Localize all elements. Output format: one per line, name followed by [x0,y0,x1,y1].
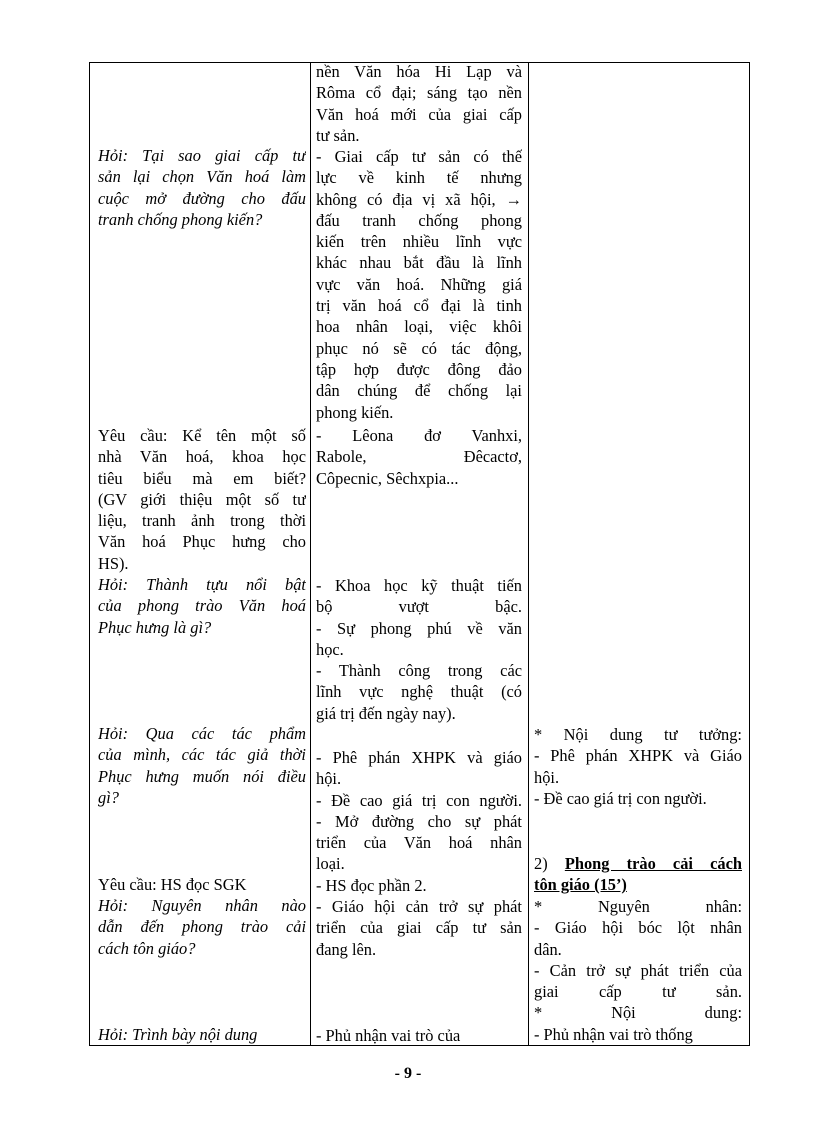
text-line: - Phê phán XHPK và giáo [316,748,522,767]
text-line: khác nhau bắt đầu là lĩnh [316,253,522,273]
text-line: loại. [316,854,345,874]
text-line: - Lêona đơ Vanhxi, [316,426,522,445]
text-line: Hỏi: Tại sao giai cấp tư [98,146,306,165]
column-divider-2 [528,63,529,1045]
answer-authors-message [316,747,522,875]
text-line: * Nguyên nhân: [534,897,742,916]
text-line: - Mở đường cho sự phát [316,811,522,831]
text-line: của mình, các tác giả thời [98,745,306,765]
text-line: giai cấp tư sản. [534,982,742,1002]
text-line: đang lên. [316,939,377,959]
text-line: hội. [316,769,342,789]
request-read-textbook [98,874,306,895]
text-line: Côpecnic, Sêchxpia... [316,468,459,488]
text-line: của phong trào Văn hoá [98,596,306,616]
question-reform-cause [98,895,306,959]
text-line: - Giáo hội cản trở sự phát [316,897,522,916]
text-line: Hỏi: Qua các tác phẩm [98,724,306,743]
question-achievements [98,574,306,638]
text-line: - Phủ nhận vai trò thống [534,1024,693,1044]
answer-reform-cause [316,896,522,960]
text-line: bộ vượt bậc. [316,597,522,617]
text-line: Văn hoá mới của giai cấp [316,104,522,124]
section-title-line2: tôn giáo (15’) [534,875,627,895]
text-line: đấu tranh chống phong [316,210,522,230]
text-line: Phục hưng muốn nói điều [98,766,306,786]
text-line: - Phủ nhận vai trò của [316,1026,461,1045]
text-line: phong kiến. [316,402,394,422]
text-line: phục nó sẽ có tác động, [316,338,522,358]
text-line: - Cản trở sự phát triển của [534,960,742,980]
text-line: - Khoa học kỹ thuật tiến [316,576,522,595]
section-title-line1: Phong trào cải cách [564,854,742,873]
text-line: Hỏi: Nguyên nhân nào [98,896,306,915]
text-line: Văn hoá Phục hưng cho [98,532,306,552]
text-line: * Nội dung tư tưởng: [534,725,742,744]
text-line: tư sản. [316,125,360,145]
text-line: tiêu biểu mà em biết? [98,468,306,488]
question-why-culture [98,145,306,230]
text-line: (GV giới thiệu một số tư [98,489,306,509]
page-number: - 9 - [394,1065,422,1082]
text-line: dân. [534,939,562,959]
text-line: - Đề cao giá trị con người. [534,788,707,808]
text-line: liệu, tranh ảnh trong thời [98,511,306,531]
text-line: Yêu cầu: HS đọc SGK [98,875,247,894]
text-line: dẫn đến phong trào cải [98,917,306,937]
question-reform-content [98,1024,306,1045]
column-divider-1 [310,63,311,1045]
content-reform [534,896,742,1045]
text-line: - Phê phán XHPK và Giáo [534,746,742,766]
text-line: học. [316,639,344,659]
answer-achievements [316,575,522,724]
text-line: - Giáo hội bóc lột nhân [534,918,742,938]
text-line: triển của giai cấp tư sản [316,918,522,938]
text-line: dân chúng để chống lại [316,381,522,401]
text-line: lực về kinh tế nhưng [316,168,522,188]
text-line: sản lại chọn Văn hoá làm [98,167,306,187]
text-line: nền Văn hóa Hi Lạp và [316,62,522,81]
text-line: nhà Văn hoá, khoa học [98,447,306,467]
answer-why-culture [316,146,522,423]
text-line: tập hợp được đông đảo [316,359,522,379]
section-number: 2) [534,854,548,873]
text-line: cách tôn giáo? [98,938,196,958]
text-line: - HS đọc phần 2. [316,876,427,895]
text-line: Yêu cầu: Kể tên một số [98,426,306,445]
text-line: trị văn hoá cổ đại là tinh [316,296,522,316]
text-line: Phục hưng là gì? [98,617,212,637]
text-line: * Nội dung: [534,1003,742,1023]
text-line: vực văn hoá. Những giá [316,274,522,294]
answer-continuation [316,61,522,146]
text-line: giá trị đến ngày nay). [316,703,456,723]
text-line: Rôma cổ đại; sáng tạo nền [316,83,522,103]
text-line: Rabole, Đêcactơ, [316,447,522,467]
text-line: HS). [98,553,129,573]
text-line: tranh chống phong kiến? [98,209,263,229]
text-line: không có địa vị xã hội, → [316,189,522,209]
text-line: - Sự phong phú về văn [316,618,522,638]
content-ideology [534,724,742,809]
request-name-scholars [98,425,306,574]
answer-read-part2 [316,875,522,896]
text-line: gì? [98,787,119,807]
answer-reform-content [316,1025,522,1046]
section-heading [534,853,742,896]
text-line: kiến trên nhiều lĩnh vực [316,232,522,252]
text-line: triển của Văn hoá nhân [316,833,522,853]
text-line: cuộc mở đường cho đấu [98,188,306,208]
text-line: hội. [534,767,560,787]
question-authors-message [98,723,306,808]
text-line: - Thành công trong các [316,661,522,681]
text-line: hoa nhân loại, việc khôi [316,317,522,337]
text-line: Hỏi: Thành tựu nổi bật [98,575,306,594]
text-line: - Giai cấp tư sản có thế [316,147,522,166]
text-line: lĩnh vực nghệ thuật (có [316,682,522,702]
answer-scholars [316,425,522,489]
text-line: - Đề cao giá trị con người. [316,790,522,810]
text-line: Hỏi: Trình bày nội dung [98,1025,258,1044]
